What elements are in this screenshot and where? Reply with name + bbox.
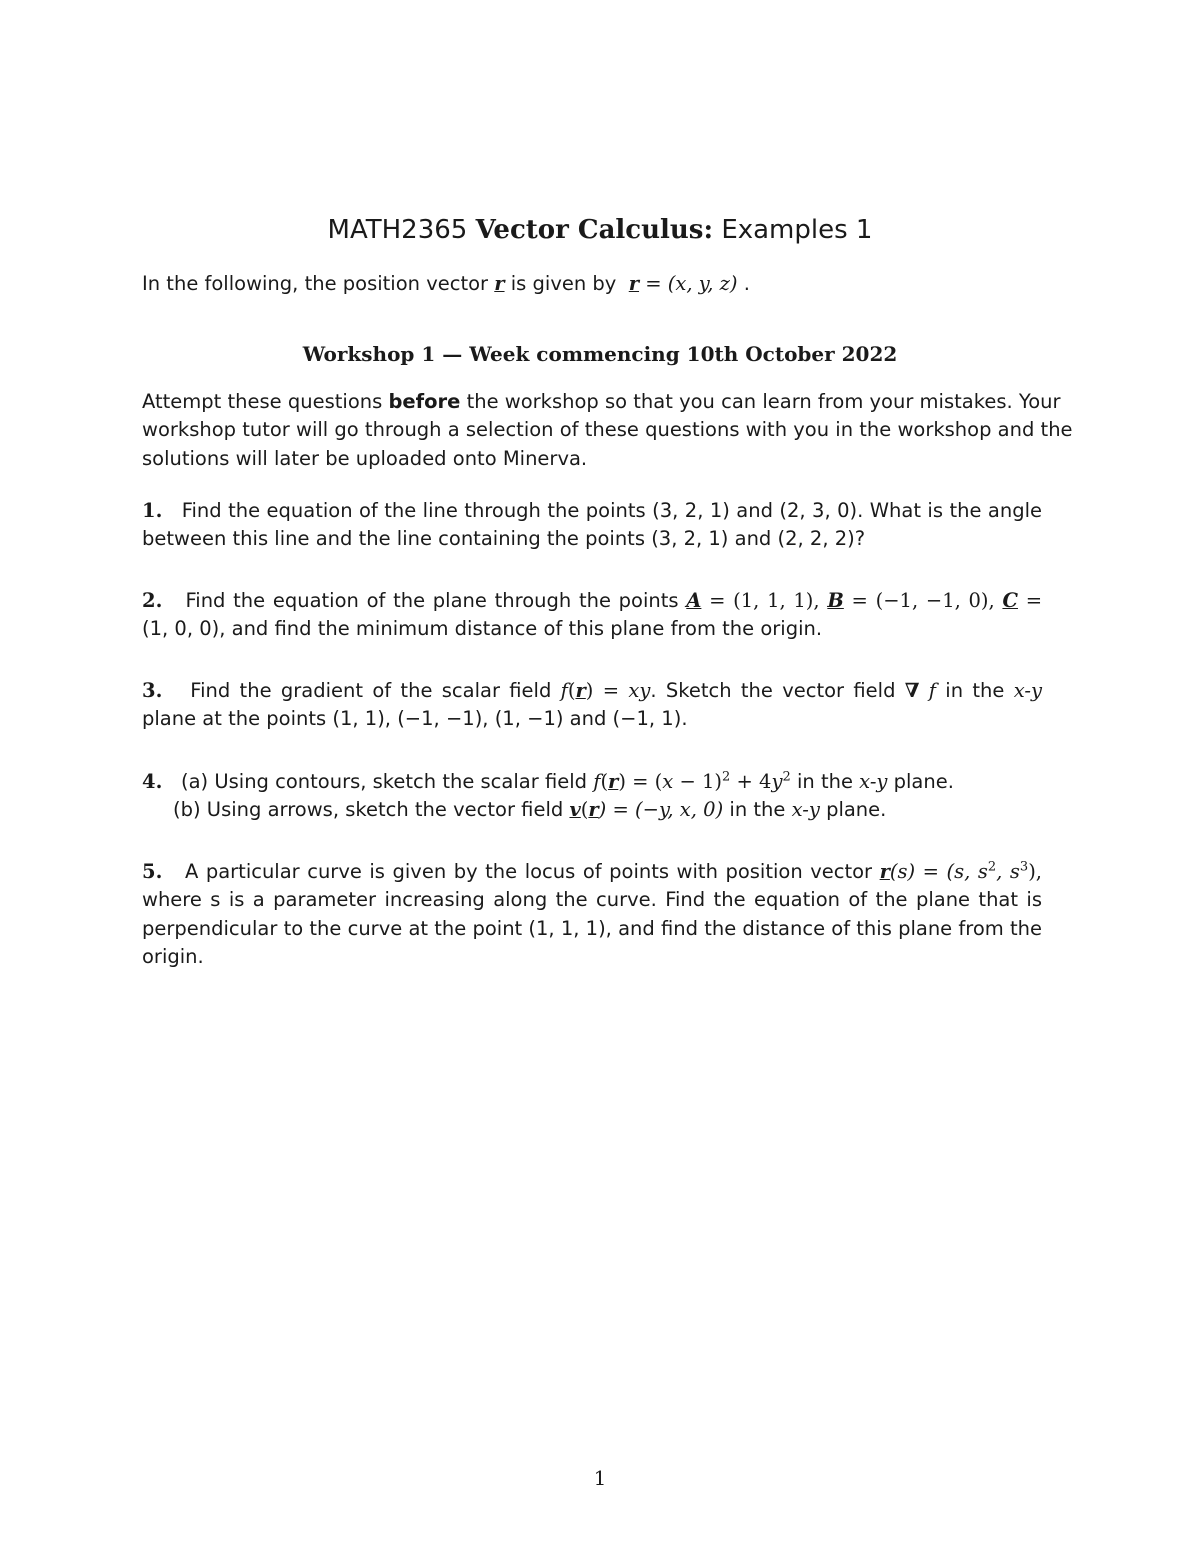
xy-term: xy xyxy=(628,679,651,702)
part-a-plane-word: plane. xyxy=(893,770,954,793)
intro-text: In the following, the position vector xyxy=(142,272,489,295)
vector-v: v xyxy=(569,798,581,821)
question-1-line-1 xyxy=(142,497,1042,525)
part-b-in-the: in the xyxy=(729,798,786,821)
question-5-number: 5. xyxy=(142,860,163,883)
intro-line xyxy=(142,270,1042,298)
part-b-text: Using arrows, sketch the vector field xyxy=(206,798,564,821)
intro-equation: = (x, y, z) xyxy=(645,272,738,295)
func-f-q4: f xyxy=(593,770,601,793)
course-subject: Vector Calculus: xyxy=(475,215,714,245)
question-3-number: 3. xyxy=(142,679,163,702)
q5-cube: 3 xyxy=(1019,859,1029,875)
instructions-bold: before xyxy=(388,390,461,413)
question-5-line-2: where s is a parameter increasing along the curve. Find the equation of the plane that is xyxy=(142,888,1042,911)
q5-comma: , s xyxy=(996,860,1020,883)
question-4-line-2: (b) Using arrows, sketch the vector field v(r) = (−y, x, 0) in the x-y plane. xyxy=(173,798,887,821)
vector-r-q4b: r xyxy=(588,798,599,821)
part-b-plane-word: plane. xyxy=(826,798,887,821)
sheet-name: Examples 1 xyxy=(721,215,873,245)
intro-mid: is given by xyxy=(510,272,617,295)
point-c-eq: = xyxy=(1025,589,1043,612)
q4b-equation: ) = (−y, x, 0) xyxy=(598,798,724,821)
part-a-in-the: in the xyxy=(796,770,853,793)
point-b-value: = (−1, −1, 0), xyxy=(851,589,995,612)
func-f-2: f xyxy=(928,679,936,702)
question-2-number: 2. xyxy=(142,589,163,612)
question-1-line-2: between this line and the line containing the points (3, 2, 1) and (2, 2, 2)? xyxy=(142,527,866,550)
question-2-line-1 xyxy=(142,587,1042,615)
part-a-label: (a) xyxy=(180,770,209,793)
question-3-mid: . Sketch the vector field xyxy=(650,679,896,702)
question-5-line-1 xyxy=(142,858,1042,886)
vector-r-q3: r xyxy=(575,679,586,702)
xy-plane: x-y xyxy=(1013,679,1042,702)
paren-close-eq: ) = xyxy=(585,679,620,702)
page-number: 1 xyxy=(593,1466,607,1490)
q4-minus: − 1) xyxy=(673,770,723,793)
question-2-line-2: (1, 0, 0), and find the minimum distance of this plane from the origin. xyxy=(142,617,823,640)
point-b: B xyxy=(827,589,844,612)
question-3-text: Find the gradient of the scalar field xyxy=(190,679,552,702)
q4-y: y xyxy=(771,770,783,793)
instructions-pre: Attempt these questions xyxy=(142,390,383,413)
question-4-line-1: 4. (a) Using contours, sketch the scalar field $f(r) = (x - 1)^2 + 4y^2$ in the x-y plane. xyxy=(142,769,954,793)
q4-eq-pre: ) = ( xyxy=(618,770,663,793)
question-3-line-1 xyxy=(142,677,1042,705)
part-a-text: Using contours, sketch the scalar field xyxy=(214,770,588,793)
q5-rs: (s) = (s, s xyxy=(889,860,988,883)
instructions-line-3: solutions will later be uploaded onto Minerva. xyxy=(142,447,588,470)
point-a-value: = (1, 1, 1), xyxy=(709,589,820,612)
instructions-line-2: workshop tutor will go through a selection of these questions with you in the workshop and the xyxy=(142,418,1073,441)
part-a-plane: x-y xyxy=(859,770,888,793)
vector-r: r xyxy=(494,272,505,295)
question-3-line-2: plane at the points (1, 1), (−1, −1), (1, −1) and (−1, 1). xyxy=(142,707,688,730)
question-1-number: 1. xyxy=(142,499,163,522)
workshop-heading: Workshop 1 — Week commencing 10th October 2022 xyxy=(302,342,898,366)
q5-close: ), xyxy=(1028,860,1043,883)
vector-r-eq: r xyxy=(628,272,640,295)
question-4-number: 4. xyxy=(142,770,163,793)
paren-open: ( xyxy=(567,679,576,702)
nabla-icon: ∇ xyxy=(904,679,920,702)
instructions-rest: the workshop so that you can learn from your mistakes. Your xyxy=(466,390,1061,413)
instructions-line-1 xyxy=(142,388,1061,416)
q4-x: x xyxy=(662,770,674,793)
question-5-text: A particular curve is given by the locus of points with position vector xyxy=(184,860,873,883)
q4-square-2: 2 xyxy=(782,769,791,785)
func-f: f xyxy=(560,679,568,702)
course-code: MATH2365 xyxy=(327,215,468,245)
part-b-label: (b) xyxy=(173,798,201,821)
question-2-text: Find the equation of the plane through the points xyxy=(185,589,679,612)
point-a: A xyxy=(686,589,702,612)
question-1-text: Find the equation of the line through the points (3, 2, 1) and (2, 3, 0). What is the angle xyxy=(181,499,1042,522)
q4-plus: + 4 xyxy=(730,770,772,793)
vector-r-q4: r xyxy=(608,770,619,793)
intro-period: . xyxy=(743,272,750,295)
question-5-line-3: perpendicular to the curve at the point (1, 1, 1), and find the distance of this plane from the xyxy=(142,917,1042,940)
q5-square: 2 xyxy=(987,859,997,875)
part-b-plane: x-y xyxy=(791,798,820,821)
point-c: C xyxy=(1002,589,1018,612)
vector-r-q5: r xyxy=(879,860,890,883)
page-title xyxy=(0,210,1200,250)
q4-square: 2 xyxy=(722,769,731,785)
question-3-in-the: in the xyxy=(945,679,1005,702)
question-5-line-4: origin. xyxy=(142,945,204,968)
